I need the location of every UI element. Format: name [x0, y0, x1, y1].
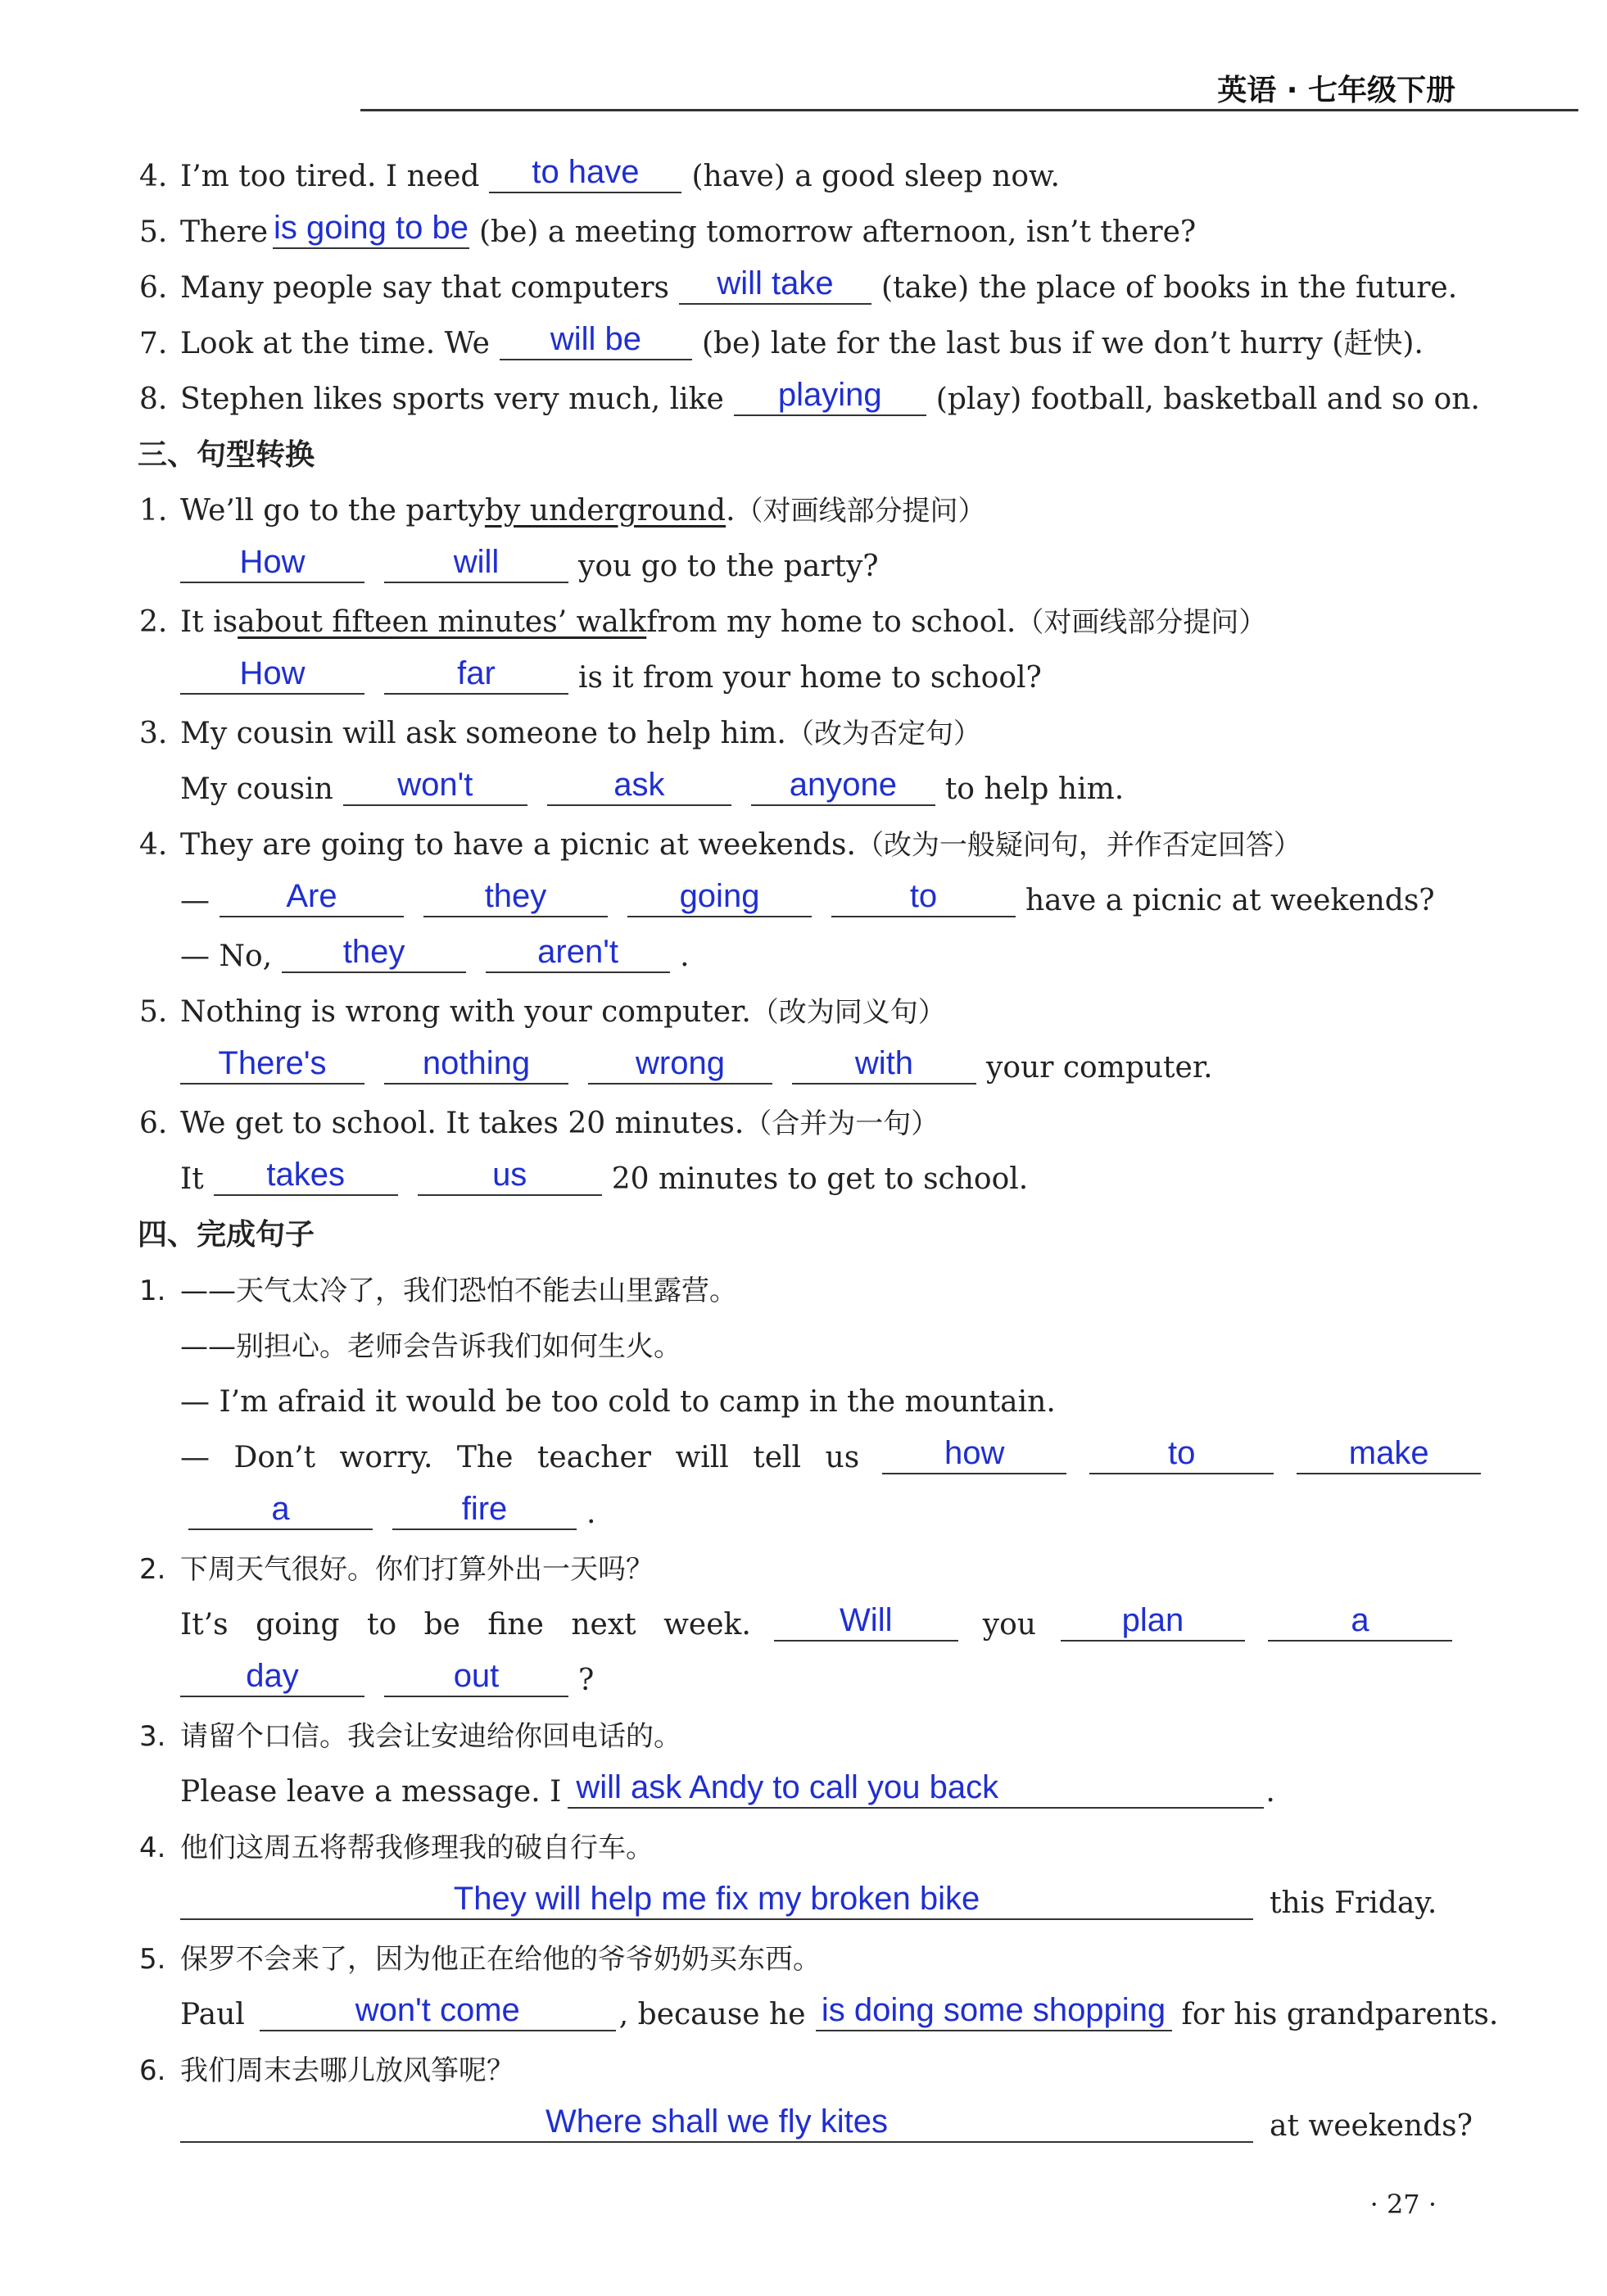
word: Don’t	[233, 1441, 316, 1474]
item-number: 6.	[139, 2054, 166, 2087]
answer-blank	[816, 1992, 1172, 2031]
answer-text: aren't	[537, 934, 618, 970]
item-number: 2.	[139, 605, 168, 639]
prompt-text: (be) late for the last bus if we don’t hurry (赶快).	[701, 327, 1424, 360]
s4-q1-en3	[139, 1486, 1483, 1542]
instruction-text: （对画线部分提问）	[735, 495, 986, 528]
answer-text: they	[484, 878, 547, 914]
answer-text: How	[239, 544, 306, 580]
answer-text: with	[854, 1045, 914, 1081]
answer-blank	[1268, 1602, 1452, 1642]
answer-text: Where shall we fly kites	[545, 2104, 888, 2140]
s3-q5-answer	[139, 1040, 1483, 1096]
page-header	[0, 0, 1607, 123]
page-number: · 27 ·	[1369, 2189, 1437, 2220]
item-number: 4.	[139, 160, 168, 193]
answer-text: to have	[532, 154, 640, 190]
answer-text: Are	[286, 878, 337, 914]
answer-blank	[214, 1157, 398, 1196]
exercise-2-5	[139, 205, 1483, 260]
item-number: 5.	[139, 215, 168, 249]
answer-text: anyone	[789, 767, 897, 803]
answer-blank	[588, 1045, 772, 1085]
word: to	[366, 1608, 397, 1642]
prompt-text: to help him.	[944, 772, 1125, 806]
instruction-text: （对画线部分提问）	[1016, 606, 1267, 639]
prompt-text: ?	[578, 1664, 595, 1697]
answer-blank	[627, 878, 812, 917]
answer-blank	[486, 934, 670, 973]
answer-text: There's	[218, 1045, 327, 1081]
answer-blank	[384, 544, 568, 583]
prompt-text: for his grandparents.	[1181, 1998, 1499, 2031]
prompt-text: Paul	[180, 1998, 245, 2031]
prompt-text	[180, 1597, 751, 1653]
word: us	[825, 1441, 860, 1474]
answer-blank	[384, 1658, 568, 1697]
answer-blank	[180, 1881, 1253, 1920]
s4-q5-en	[139, 1987, 1499, 2043]
prompt-text: (take) the place of books in the future.	[881, 271, 1458, 305]
item-number: 5.	[139, 1943, 166, 1976]
answer-blank	[273, 210, 469, 249]
prompt-text: (play) football, basketball and so on.	[935, 383, 1480, 416]
s3-q4-short-answer	[139, 929, 1483, 985]
exercise-2-8	[139, 372, 1483, 428]
prompt-text: We get to school. It takes 20 minutes.	[180, 1107, 745, 1140]
word: next	[571, 1608, 636, 1642]
prompt-text: 20 minutes to get to school.	[611, 1162, 1029, 1196]
s3-q1-question	[139, 483, 1483, 539]
s4-q2-cn	[139, 1542, 1483, 1597]
answer-text: us	[492, 1157, 527, 1193]
answer-text: wrong	[636, 1045, 725, 1081]
answer-blank	[751, 767, 935, 806]
prompt-text: this Friday.	[1270, 1886, 1437, 1920]
chinese-prompt: ——天气太冷了，我们恐怕不能去山里露营。	[180, 1275, 737, 1307]
answer-text: is doing some shopping	[821, 1992, 1166, 2028]
answer-text: a	[271, 1491, 290, 1527]
answer-blank	[679, 265, 871, 305]
s3-q1-answer	[139, 539, 1483, 595]
prompt-text: We’ll go to the party	[180, 494, 485, 528]
section-3-title: 三、句型转换	[138, 438, 315, 472]
prompt-text: from my home to school.	[646, 605, 1016, 639]
item-number: 3.	[139, 1720, 166, 1753]
s4-q2-en2	[139, 1653, 1483, 1709]
s4-q6-cn	[139, 2043, 1483, 2099]
item-number: 1.	[139, 494, 168, 528]
prompt-text: It is	[180, 605, 238, 639]
answer-text: will take	[717, 265, 834, 301]
exercise-2-4	[139, 149, 1483, 205]
answer-text: won't	[397, 767, 473, 803]
s4-q5-cn	[139, 1931, 1483, 1987]
s3-q3-question	[139, 706, 1483, 762]
word: week.	[663, 1608, 751, 1642]
prompt-text: — No,	[180, 940, 273, 973]
prompt-text: Nothing is wrong with your computer.	[180, 995, 751, 1029]
prompt-text: Look at the time. We	[180, 327, 490, 360]
answer-blank	[260, 1992, 616, 2031]
prompt-text	[180, 1430, 859, 1486]
answer-text: to	[1168, 1435, 1196, 1471]
answer-blank	[489, 154, 681, 193]
answer-blank	[831, 878, 1016, 917]
s3-q2-question	[139, 595, 1483, 650]
s3-q3-answer	[139, 762, 1483, 817]
s4-q4-cn	[139, 1820, 1483, 1876]
answer-text: won't come	[355, 1992, 520, 2028]
s4-q1-cn2	[139, 1319, 1483, 1374]
answer-blank	[1297, 1435, 1481, 1474]
item-number: 4.	[139, 828, 168, 862]
answer-blank	[1089, 1435, 1274, 1474]
word: —	[180, 1441, 210, 1474]
chinese-prompt: ——别担心。老师会告诉我们如何生火。	[180, 1330, 681, 1363]
s4-q1-en2	[139, 1430, 1483, 1486]
answer-text: how	[944, 1435, 1005, 1471]
book-title: 英语 · 七年级下册	[1217, 74, 1455, 107]
prompt-text: Stephen likes sports very much, like	[180, 383, 724, 416]
word: fine	[487, 1608, 544, 1642]
section-4-title: 四、完成句子	[138, 1218, 315, 1252]
word: will	[675, 1441, 729, 1474]
word: It’s	[180, 1608, 229, 1642]
answer-blank	[568, 1769, 1264, 1809]
answer-text: is going to be	[274, 210, 469, 246]
answer-text: going	[679, 878, 760, 914]
word: going	[256, 1608, 340, 1642]
prompt-text: Please leave a message. I	[180, 1775, 562, 1809]
chinese-prompt: 保罗不会来了，因为他正在给他的爷爷奶奶买东西。	[180, 1943, 821, 1976]
chinese-prompt: 请留个口信。我会让安迪给你回电话的。	[180, 1720, 681, 1753]
answer-blank	[774, 1602, 958, 1642]
answer-blank	[343, 767, 527, 806]
chinese-prompt: 下周天气很好。你们打算外出一天吗？	[180, 1553, 654, 1586]
header-rule	[360, 109, 1578, 111]
item-number: 3.	[139, 717, 168, 750]
prompt-text: They are going to have a picnic at weekends.	[180, 828, 856, 862]
chinese-prompt: 他们这周五将帮我修理我的破自行车。	[180, 1832, 654, 1864]
prompt-text: My cousin	[180, 772, 333, 806]
answer-text: They will help me fix my broken bike	[453, 1881, 980, 1917]
answer-blank	[1061, 1602, 1245, 1642]
prompt-text: — I’m afraid it would be too cold to camp in the mountain.	[180, 1385, 1056, 1419]
prompt-text: you go to the party?	[578, 550, 879, 583]
prompt-text: .	[1265, 1775, 1275, 1809]
prompt-text: at weekends?	[1270, 2109, 1473, 2143]
prompt-text: have a picnic at weekends?	[1025, 884, 1435, 917]
word: be	[423, 1608, 460, 1642]
s4-q3-cn	[139, 1709, 1483, 1764]
answer-blank	[188, 1491, 373, 1530]
answer-blank	[282, 934, 466, 973]
prompt-text: is it from your home to school?	[578, 661, 1042, 695]
word: worry.	[339, 1441, 433, 1474]
answer-blank	[423, 878, 608, 917]
item-number: 6.	[139, 271, 168, 305]
word: The	[456, 1441, 514, 1474]
instruction-text: （改为同义句）	[750, 996, 946, 1029]
prompt-text: .	[726, 494, 736, 528]
answer-text: will ask Andy to call you back	[576, 1769, 999, 1805]
answer-blank	[392, 1491, 577, 1530]
prompt-text: (be) a meeting tomorrow afternoon, isn’t there?	[479, 215, 1197, 249]
answer-blank	[792, 1045, 976, 1085]
answer-blank	[180, 1658, 364, 1697]
item-number: 2.	[139, 1553, 166, 1586]
word: tell	[753, 1441, 802, 1474]
prompt-text: .	[680, 940, 690, 973]
item-number: 8.	[139, 383, 168, 416]
item-number: 4.	[139, 1832, 166, 1864]
answer-blank	[180, 655, 364, 695]
answer-text: out	[453, 1658, 500, 1694]
answer-text: to	[909, 878, 938, 914]
answer-blank	[384, 655, 568, 695]
instruction-text: （改为一般疑问句，并作否定回答）	[855, 829, 1301, 862]
answer-blank	[180, 544, 364, 583]
chinese-prompt: 我们周末去哪儿放风筝呢？	[180, 2054, 514, 2087]
s3-q4-question	[139, 817, 1483, 873]
instruction-text: （改为否定句）	[785, 718, 981, 750]
prompt-text: your computer.	[986, 1051, 1213, 1085]
exercise-2-6	[139, 260, 1483, 316]
answer-text: How	[239, 655, 306, 691]
answer-blank	[220, 878, 404, 917]
answer-blank	[180, 1045, 364, 1085]
prompt-text: , because he	[618, 1998, 806, 2031]
dash-mark: —	[180, 884, 210, 917]
s4-q4-en	[139, 1876, 1483, 1931]
answer-blank	[500, 321, 692, 360]
answer-text: takes	[266, 1157, 345, 1193]
answer-blank	[418, 1157, 602, 1196]
answer-text: far	[457, 655, 496, 691]
prompt-text: It	[180, 1162, 204, 1196]
answer-blank	[180, 2104, 1253, 2143]
answer-text: will	[453, 544, 500, 580]
answer-blank	[734, 377, 926, 416]
answer-text: plan	[1121, 1602, 1184, 1638]
item-number: 1.	[139, 1275, 166, 1307]
item-number: 7.	[139, 327, 168, 360]
answer-text: day	[246, 1658, 299, 1694]
answer-text: fire	[461, 1491, 508, 1527]
answer-blank	[384, 1045, 568, 1085]
prompt-text: I’m too tired. I need	[180, 160, 480, 193]
s3-q6-question	[139, 1096, 1483, 1152]
answer-blank	[882, 1435, 1066, 1474]
underlined-text: by underground	[484, 494, 727, 528]
s3-q5-question	[139, 985, 1483, 1040]
answer-text: will be	[550, 321, 642, 357]
answer-text: a	[1351, 1602, 1369, 1638]
answer-blank	[547, 767, 731, 806]
s3-q6-answer	[139, 1152, 1483, 1207]
prompt-text: There	[180, 215, 269, 249]
prompt-text: .	[586, 1497, 596, 1530]
s4-q6-en	[139, 2099, 1483, 2154]
s3-q4-answer	[139, 873, 1483, 929]
instruction-text: （合并为一句）	[744, 1107, 939, 1140]
item-number: 5.	[139, 995, 168, 1029]
answer-text: make	[1348, 1435, 1429, 1471]
s4-q1-cn1	[139, 1263, 1483, 1319]
underlined-text: about fifteen minutes’ walk	[238, 605, 647, 639]
prompt-text: My cousin will ask someone to help him.	[180, 717, 786, 750]
s3-q2-answer	[139, 650, 1483, 706]
exercise-2-7	[139, 316, 1483, 372]
answer-text: nothing	[422, 1045, 531, 1081]
answer-text: playing	[777, 377, 882, 413]
prompt-text: (have) a good sleep now.	[691, 160, 1060, 193]
answer-text: they	[342, 934, 405, 970]
answer-text: ask	[613, 767, 665, 803]
prompt-text: Many people say that computers	[180, 271, 670, 305]
prompt-text: you	[982, 1608, 1036, 1642]
item-number: 6.	[139, 1107, 168, 1140]
s4-q2-en1	[139, 1597, 1483, 1653]
s4-q3-en	[139, 1764, 1483, 1820]
answer-text: Will	[840, 1602, 893, 1638]
word: teacher	[536, 1441, 651, 1474]
s4-q1-en1	[139, 1374, 1483, 1430]
worksheet-content	[138, 149, 1499, 2154]
